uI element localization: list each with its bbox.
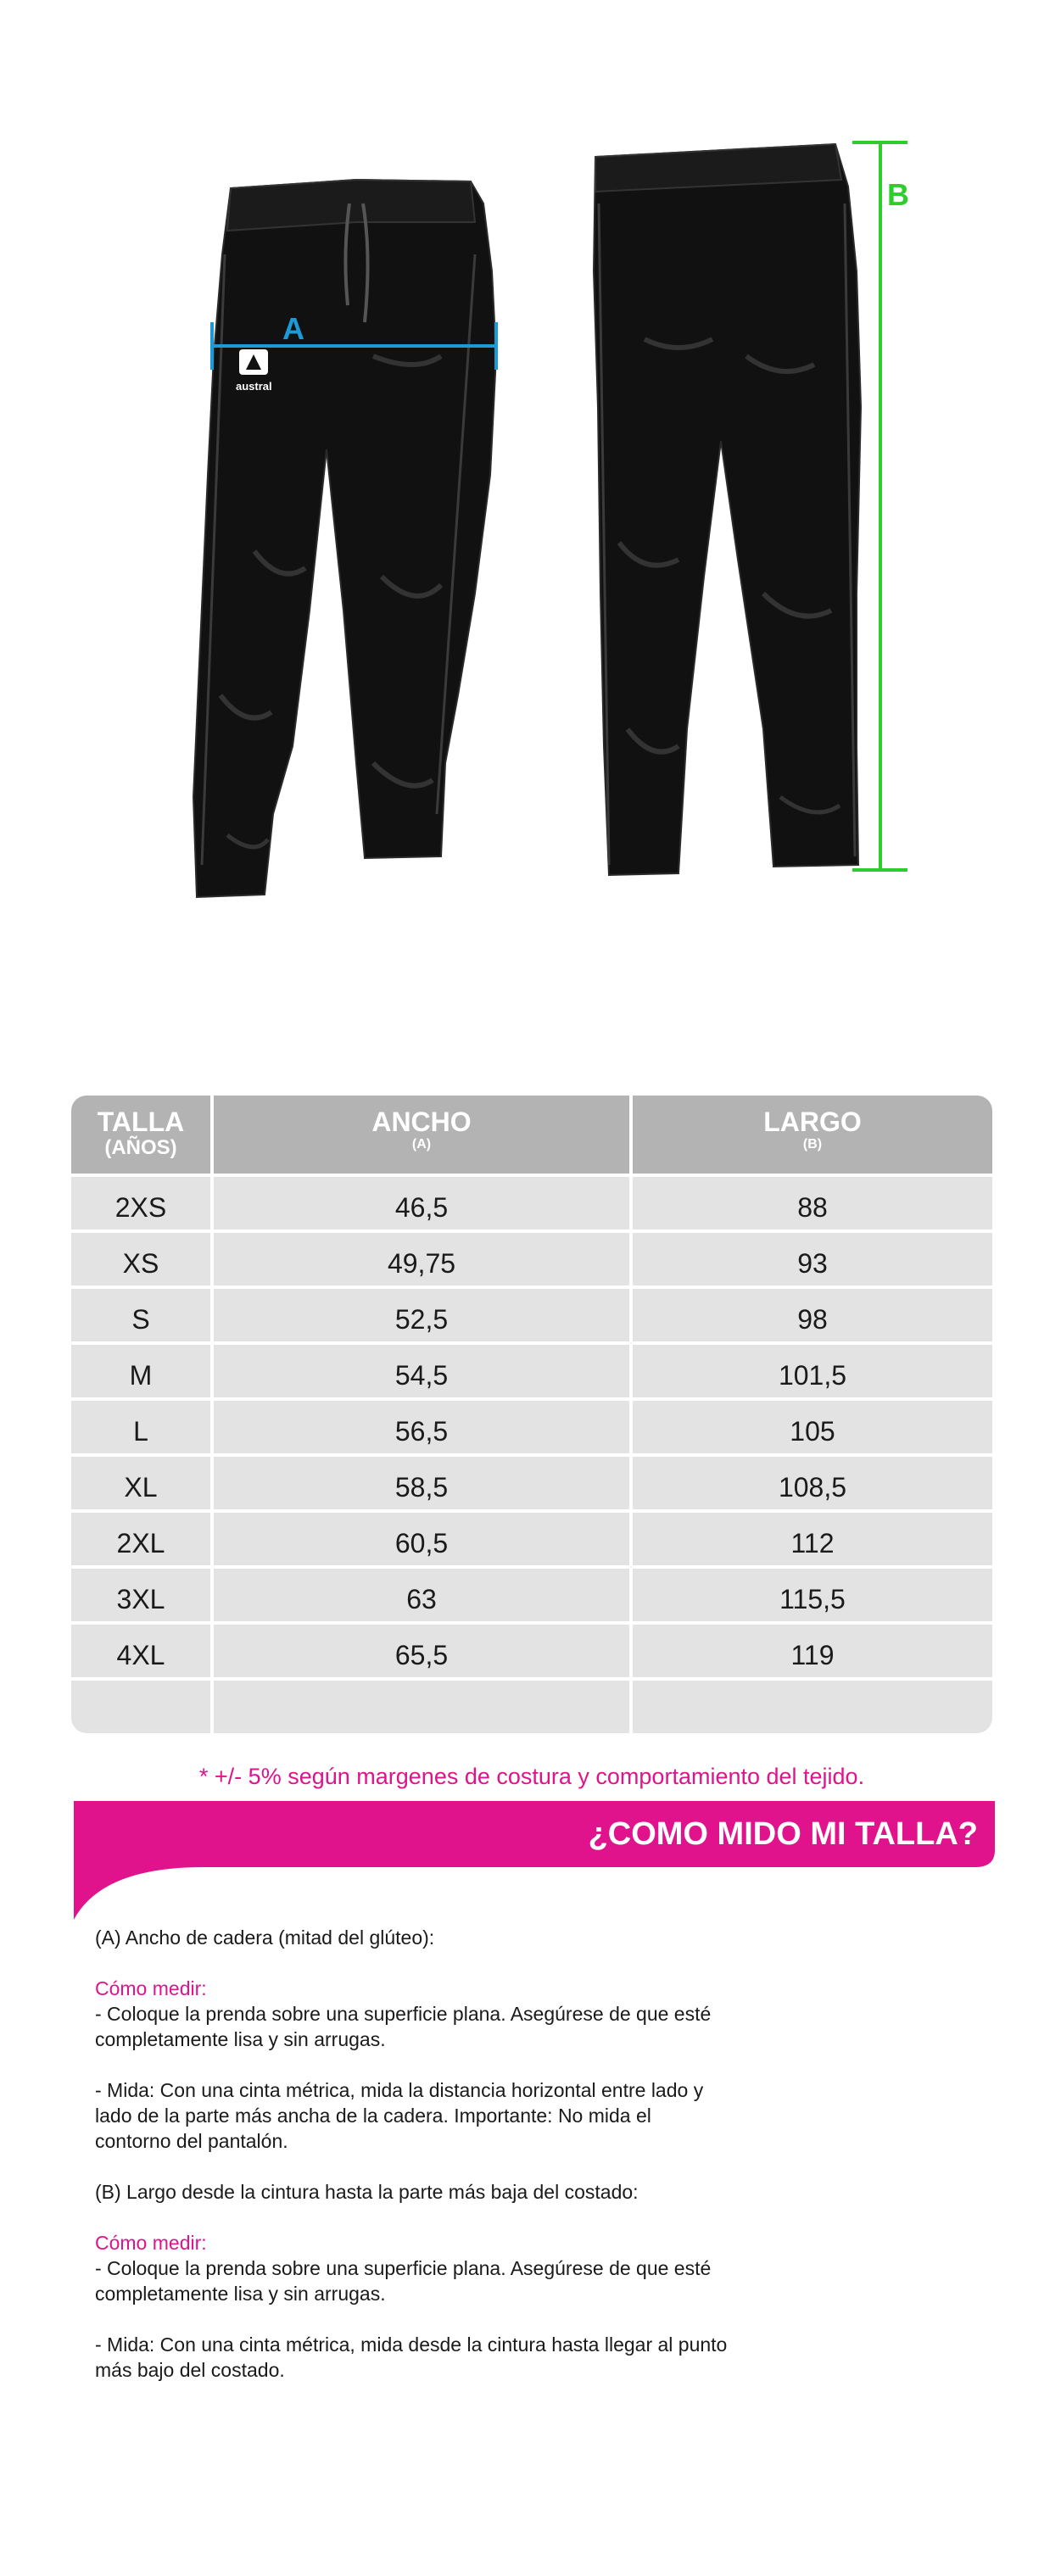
cell-largo: 108,5: [778, 1472, 847, 1503]
cell-talla: S: [131, 1304, 150, 1335]
cell-ancho: 49,75: [387, 1248, 456, 1279]
a-heading: (A) Ancho de cadera (mitad del glúteo):: [95, 1926, 435, 1949]
cell-largo: 88: [797, 1192, 828, 1223]
cell-talla: XS: [122, 1248, 159, 1279]
table-header: [71, 1096, 992, 1174]
cell-talla: 2XL: [116, 1528, 165, 1558]
b-step2-line: - Mida: Con una cinta métrica, mida desde la cintura hasta llegar al punto: [95, 2333, 728, 2356]
cell-ancho: 56,5: [394, 1416, 449, 1447]
table-row: [71, 1233, 992, 1285]
table-row: [71, 1345, 992, 1397]
a-step1-line: - Coloque la prenda sobre una superficie plana. Asegúrese de que esté: [95, 2003, 712, 2025]
table-row: [71, 1177, 992, 1229]
b-heading: (B) Largo desde la cintura hasta la parte más baja del costado:: [95, 2181, 639, 2203]
cell-talla: 3XL: [116, 1584, 165, 1614]
cell-ancho: 60,5: [394, 1528, 449, 1558]
b-how-label: Cómo medir:: [95, 2232, 207, 2254]
b-step2-line: más bajo del costado.: [95, 2359, 285, 2381]
cell-talla: L: [133, 1416, 148, 1447]
measure-a-label: A: [282, 311, 304, 346]
cell-ancho: 63: [406, 1584, 437, 1614]
cell-largo: 98: [797, 1304, 828, 1335]
b-step1-line: completamente lisa y sin arrugas.: [95, 2283, 386, 2305]
a-step2-line: lado de la parte más ancha de la cadera. Importante: No mida el: [95, 2105, 651, 2127]
pants-illustration: [0, 0, 1061, 933]
table-row: [71, 1401, 992, 1453]
cell-ancho: 52,5: [394, 1304, 449, 1335]
a-step2-line: contorno del pantalón.: [95, 2130, 288, 2152]
header-largo: LARGO (B): [763, 1107, 862, 1151]
cell-talla: 2XS: [114, 1192, 167, 1223]
a-how-label: Cómo medir:: [95, 1977, 207, 1999]
b-step1-line: - Coloque la prenda sobre una superficie plana. Asegúrese de que esté: [95, 2257, 712, 2279]
cell-ancho: 65,5: [394, 1640, 449, 1670]
cell-largo: 101,5: [778, 1360, 847, 1391]
a-step1-line: completamente lisa y sin arrugas.: [95, 2028, 386, 2050]
pants-back-view: [594, 144, 861, 875]
cell-talla: XL: [124, 1472, 158, 1503]
header-talla: TALLA (AÑOS): [97, 1107, 185, 1159]
pants-front-view: [193, 180, 496, 897]
tolerance-note: * +/- 5% según margenes de costura y comportamiento del tejido.: [198, 1764, 865, 1789]
measure-b: [852, 142, 909, 870]
logo-text: austral: [236, 380, 272, 393]
cell-largo: 93: [797, 1248, 828, 1279]
cell-largo: [633, 1681, 992, 1733]
cell-ancho: 54,5: [394, 1360, 449, 1391]
size-table: [71, 1096, 992, 1733]
cell-ancho: 58,5: [394, 1472, 449, 1503]
cell-talla: M: [129, 1360, 153, 1391]
cell-largo: 105: [790, 1416, 835, 1447]
cell-talla: 4XL: [116, 1640, 165, 1670]
cell-talla: [71, 1681, 210, 1733]
header-ancho: ANCHO (A): [371, 1107, 472, 1151]
how-to-measure-title: ¿COMO MIDO MI TALLA?: [588, 1815, 978, 1852]
a-step2-line: - Mida: Con una cinta métrica, mida la distancia horizontal entre lado y: [95, 2079, 704, 2101]
cell-ancho: [214, 1681, 629, 1733]
measure-b-label: B: [887, 177, 909, 212]
cell-largo: 115,5: [779, 1584, 846, 1614]
table-row: [71, 1289, 992, 1341]
measure-instructions: [95, 1925, 773, 2383]
cell-largo: 112: [790, 1528, 835, 1558]
product-title: PANTALON CHANDAL PRO 2.0 - PSPT205M-CP: [86, 1009, 809, 1045]
table-row: [71, 1513, 992, 1565]
table-body: [71, 1177, 992, 1733]
cell-ancho: 46,5: [394, 1192, 449, 1223]
table-row: [71, 1681, 992, 1733]
austral-logo: [236, 349, 272, 393]
table-row: [71, 1569, 992, 1621]
table-row: [71, 1625, 992, 1677]
table-row: [71, 1457, 992, 1509]
cell-largo: 119: [790, 1640, 835, 1670]
